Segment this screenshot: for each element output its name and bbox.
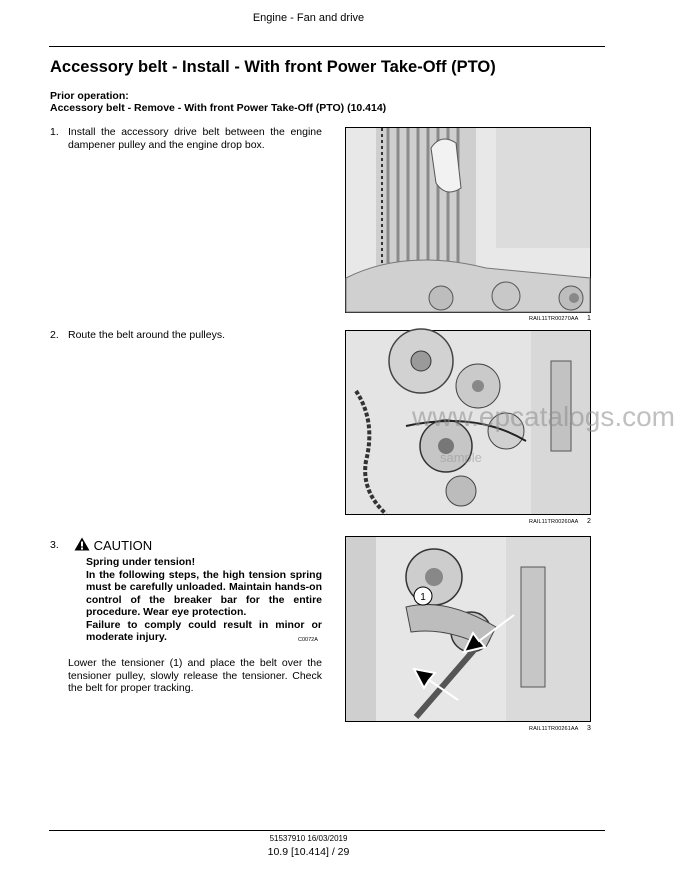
- figure-1-number: 1: [587, 315, 591, 322]
- prior-operation-link[interactable]: Accessory belt - Remove - With front Power Take-Off (PTO) (10.414): [50, 102, 387, 114]
- figure-3-illustration: [346, 537, 590, 721]
- step-2-number: 2.: [50, 329, 59, 341]
- page-title: Accessory belt - Install - With front Power Take-Off (PTO): [50, 58, 496, 76]
- step-1-number: 1.: [50, 126, 59, 138]
- figure-2-number: 2: [587, 518, 591, 525]
- step-2-text: Route the belt around the pulleys.: [68, 329, 226, 341]
- caution-code: C0072A: [298, 637, 318, 643]
- figure-1-illustration: [346, 128, 590, 312]
- figure-3-photo: [345, 536, 591, 722]
- watermark-sample: sample: [440, 450, 482, 465]
- warning-triangle-icon: [74, 537, 90, 551]
- watermark: www.epcatalogs.com: [412, 401, 675, 432]
- footer-page-number: 10.9 [10.414] / 29: [267, 846, 350, 858]
- prior-operation-label: Prior operation:: [50, 90, 129, 102]
- figure-2-code: RAIL11TR00260AA: [529, 519, 579, 525]
- caution-line-2: In the following steps, the high tension spring must be carefully unloaded. Maintain hands-on control of the breaker bar for the entire procedure. Wear eye protection.: [86, 568, 322, 618]
- caution-line-1: Spring under tension!: [86, 556, 196, 568]
- caution-label: CAUTION: [93, 538, 153, 553]
- header-rule: [49, 46, 605, 47]
- figure-1-code: RAIL11TR00270AA: [529, 316, 579, 322]
- footer-rule: [49, 830, 605, 831]
- page-header: Engine - Fan and drive: [252, 12, 365, 24]
- figure-3-code: RAIL11TR00261AA: [529, 726, 579, 732]
- prior-operation: [50, 90, 386, 114]
- footer-doc-info: 51537910 16/03/2019: [269, 834, 348, 843]
- caution-line-3: Failure to comply could result in minor or moderate injury.: [86, 618, 322, 643]
- figure-1-photo: [345, 127, 591, 313]
- step-3-number: 3.: [50, 539, 59, 551]
- figure-3-callout: 1: [420, 592, 426, 603]
- step-1-text: Install the accessory drive belt between the engine dampener pulley and the engine drop box.: [68, 126, 322, 151]
- figure-3-number: 3: [587, 725, 591, 732]
- step-3-text: Lower the tensioner (1) and place the belt over the tensioner pulley, slowly release the tensioner. Check the belt for proper tracking.: [68, 657, 322, 694]
- caution-text: [86, 556, 322, 644]
- caution-heading: [74, 537, 152, 553]
